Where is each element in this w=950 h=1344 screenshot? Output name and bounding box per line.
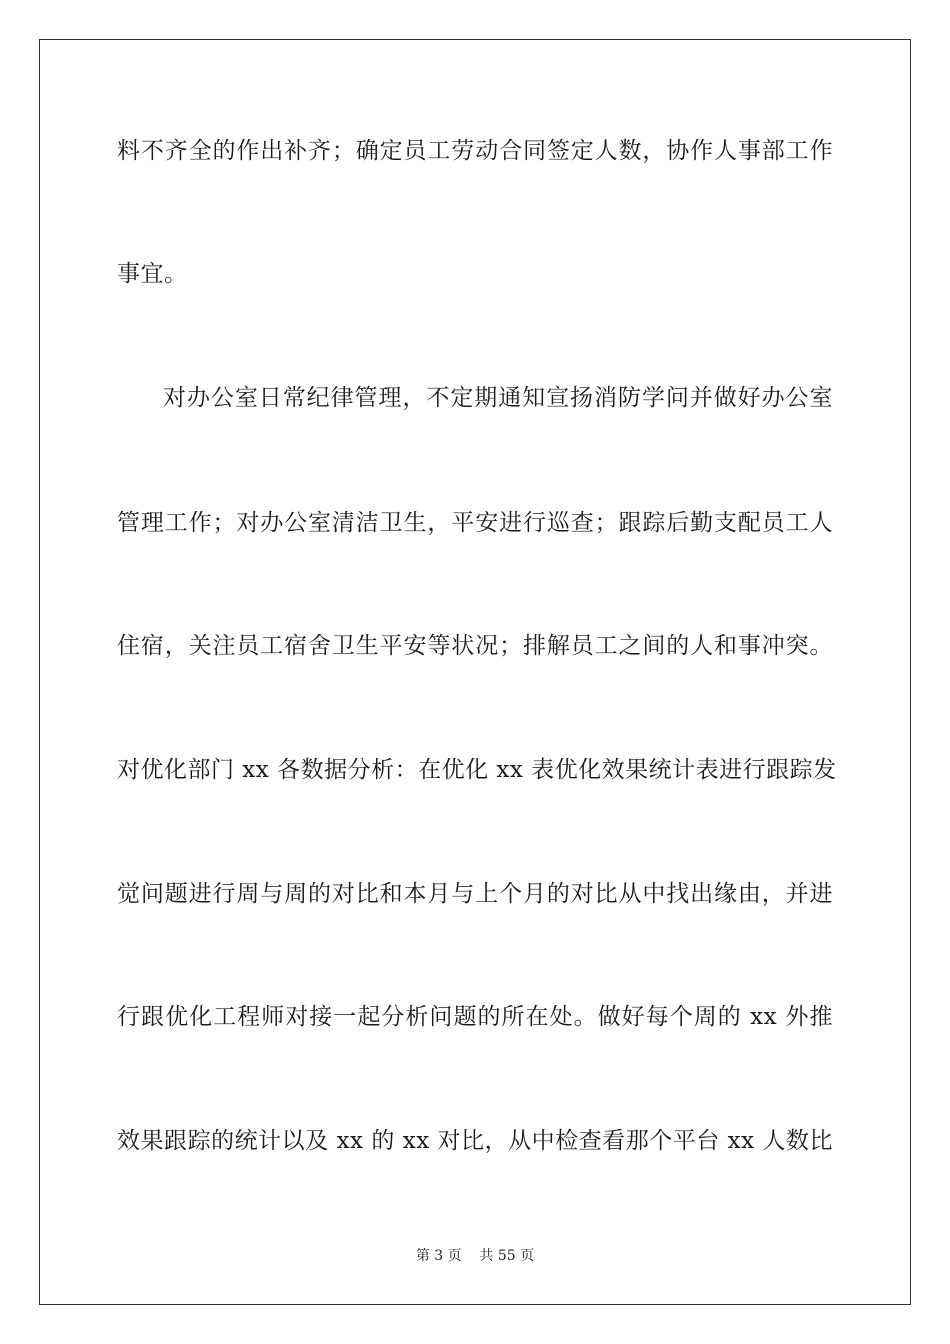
page-border bbox=[39, 39, 911, 1305]
paragraph-line: 对优化部门 xx 各数据分析：在优化 xx 表优化效果统计表进行跟踪发 bbox=[117, 757, 837, 783]
paragraph-line: 事宜。 bbox=[117, 261, 188, 287]
paragraph-line: 对办公室日常纪律管理，不定期通知宣扬消防学问并做好办公室 bbox=[163, 385, 833, 411]
paragraph-line: 行跟优化工程师对接一起分析问题的所在处。做好每个周的 xx 外推 bbox=[117, 1004, 833, 1030]
paragraph-line: 觉问题进行周与周的对比和本月与上个月的对比从中找出缘由，并进 bbox=[117, 881, 833, 907]
page-number-footer: 第 3 页 共 55 页 bbox=[415, 1248, 535, 1264]
paragraph-line: 料不齐全的作出补齐；确定员工劳动合同签定人数，协作人事部工作 bbox=[117, 138, 833, 164]
paragraph-line: 效果跟踪的统计以及 xx 的 xx 对比，从中检查看那个平台 xx 人数比 bbox=[117, 1128, 833, 1154]
paragraph-line: 管理工作；对办公室清洁卫生，平安进行巡查；跟踪后勤支配员工人 bbox=[117, 510, 833, 536]
paragraph-line: 住宿，关注员工宿舍卫生平安等状况；排解员工之间的人和事冲突。 bbox=[117, 633, 833, 659]
